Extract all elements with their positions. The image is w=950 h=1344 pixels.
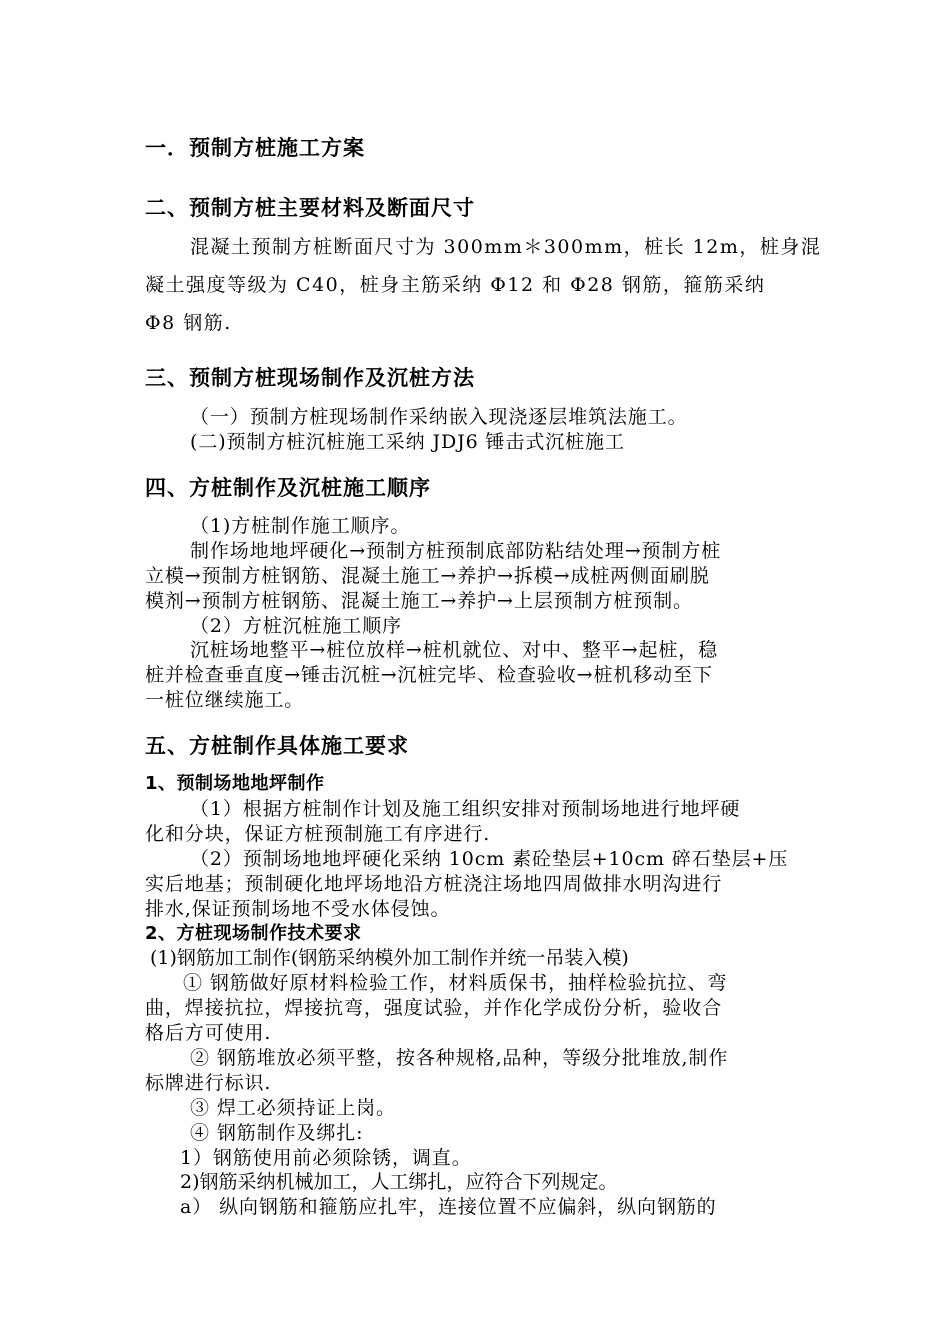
paragraph-line: 排水,保证预制场地不受水体侵蚀。 (145, 898, 451, 920)
paragraph-line: 标牌进行标识. (145, 1072, 272, 1094)
paragraph-line: 制作场地地坪硬化→预制方桩预制底部防粘结处理→预制方桩 (190, 540, 722, 562)
paragraph-line: 一桩位继续施工。 (145, 689, 305, 711)
paragraph-line: 曲，焊接抗拉，焊接抗弯，强度试验，并作化学成份分析，验收合 (145, 997, 723, 1019)
paragraph-line: 混凝土预制方桩断面尺寸为 300mm＊300mm，桩长 12m，桩身混 (190, 236, 822, 258)
heading-5: 五、方桩制作具体施工要求 (145, 734, 409, 758)
paragraph-line: 2)钢筋采纳机械加工，人工绑扎，应符合下列规定。 (180, 1171, 618, 1193)
paragraph-line: a） 纵向钢筋和箍筋应扎牢，连接位置不应偏斜，纵向钢筋的 (180, 1196, 717, 1218)
paragraph-line: 凝土强度等级为 C40，桩身主筋采纳 Φ12 和 Φ28 钢筋，箍筋采纳 (145, 274, 766, 296)
paragraph-line: ② 钢筋堆放必须平整，按各种规格,品种，等级分批堆放,制作 (190, 1047, 729, 1069)
subheading-1: 1、预制场地地坪制作 (145, 773, 325, 794)
heading-1: 一．预制方桩施工方案 (145, 136, 365, 160)
heading-4: 四、方桩制作及沉桩施工顺序 (145, 476, 431, 500)
paragraph-line: （2）预制场地地坪硬化采纳 10cm 素砼垫层+10cm 碎石垫层+压 (190, 848, 789, 870)
paragraph-line: (1)钢筋加工制作(钢筋采纳模外加工制作并统一吊装入模) (150, 947, 629, 969)
paragraph-line: 实后地基；预制硬化地坪场地沿方桩浇注场地四周做排水明沟进行 (145, 873, 723, 895)
paragraph-line: （一）预制方桩现场制作采纳嵌入现浇逐层堆筑法施工。 (190, 406, 688, 428)
paragraph-line: 模剂→预制方桩钢筋、混凝土施工→养护→上层预制方桩预制。 (145, 590, 693, 612)
paragraph-line: Φ8 钢筋. (145, 312, 232, 334)
paragraph-line: ④ 钢筋制作及绑扎: (190, 1122, 364, 1144)
paragraph-line: （2）方桩沉桩施工顺序 (190, 615, 402, 637)
paragraph-line: 化和分块，保证方桩预制施工有序进行. (145, 823, 491, 845)
paragraph-line: ③ 焊工必须持证上岗。 (190, 1097, 396, 1119)
paragraph-line: （1）根据方桩制作计划及施工组织安排对预制场地进行地坪硬 (190, 798, 741, 820)
paragraph-line: 格后方可使用. (145, 1022, 272, 1044)
heading-2: 二、预制方桩主要材料及断面尺寸 (145, 196, 475, 220)
paragraph-line: ① 钢筋做好原材料检验工作，材料质保书，抽样检验抗拉、弯 (183, 972, 728, 994)
heading-3: 三、预制方桩现场制作及沉桩方法 (145, 366, 475, 390)
paragraph-line: 沉桩场地整平→桩位放样→桩机就位、对中、整平→起桩，稳 (190, 639, 719, 661)
paragraph-line: 1）钢筋使用前必须除锈，调直。 (180, 1147, 472, 1169)
paragraph-line: (二)预制方桩沉桩施工采纳 JDJ6 锤击式沉桩施工 (190, 431, 625, 453)
paragraph-line: （1)方桩制作施工顺序。 (190, 515, 411, 537)
subheading-2: 2、方桩现场制作技术要求 (145, 923, 362, 944)
paragraph-line: 立模→预制方桩钢筋、混凝土施工→养护→拆模→成桩两侧面刷脱 (145, 565, 710, 587)
paragraph-line: 桩并检查垂直度→锤击沉桩→沉桩完毕、检查验收→桩机移动至下 (145, 664, 713, 686)
